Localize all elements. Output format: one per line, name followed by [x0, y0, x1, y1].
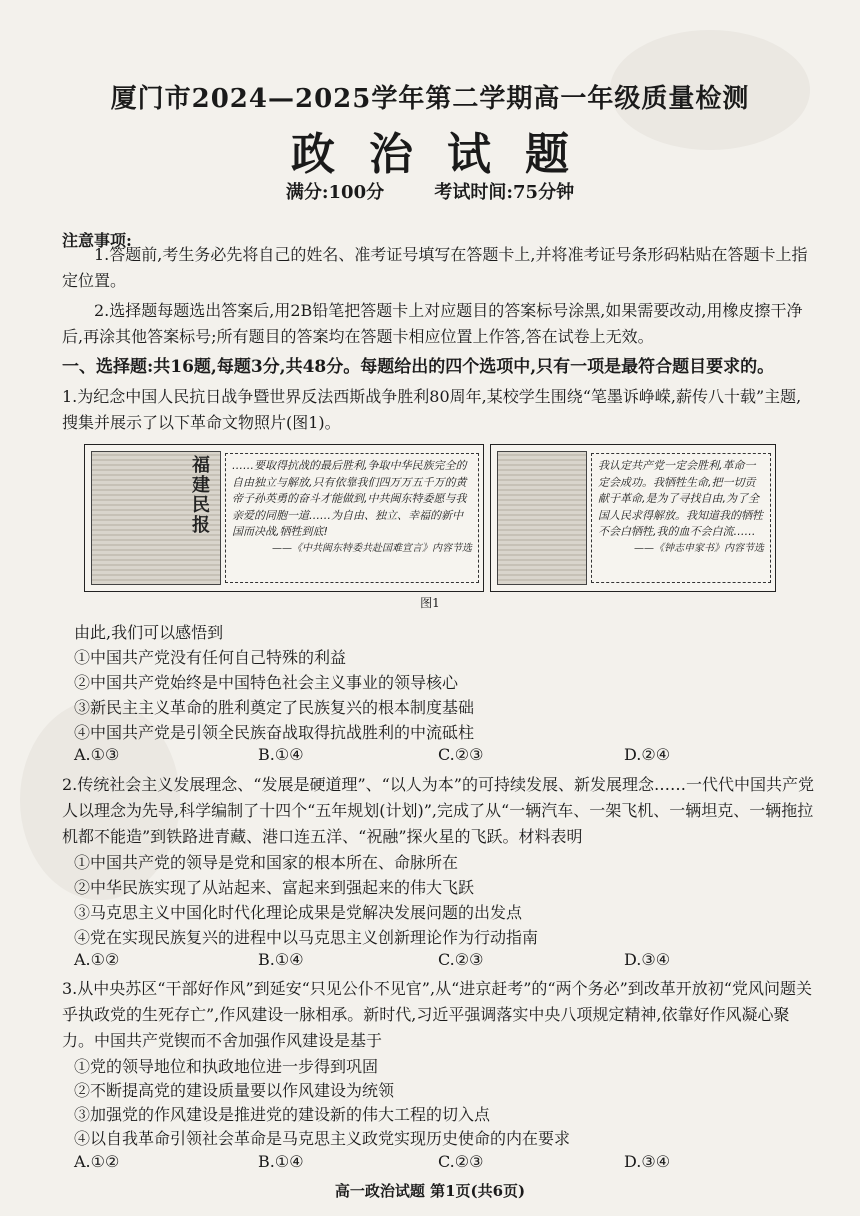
- letter-photo: [497, 451, 587, 585]
- page-footer: 高一政治试题 第1页(共6页): [334, 1182, 526, 1200]
- figure-caption: 图1: [420, 596, 440, 610]
- q1-choice-b: B.①④: [258, 745, 304, 764]
- q2-choice-b: B.①④: [258, 950, 304, 969]
- exam-time: 考试时间:75分钟: [434, 182, 575, 203]
- q3-option-3: ③加强党的作风建设是推进党的建设新的伟大工程的切入点: [74, 1105, 491, 1124]
- q1-option-1: ①中国共产党没有任何自己特殊的利益: [74, 648, 347, 667]
- notice-heading: 注意事项:: [62, 231, 132, 250]
- q3-choices: [74, 1152, 814, 1178]
- notice-item-1: 1.答题前,考生务必先将自己的姓名、准考证号填写在答题卡上,并将准考证号条形码粘贴在答题卡上指定位置。: [62, 245, 808, 290]
- question-3-stem: 3.从中央苏区“干部好作风”到延安“只见公仆不见官”,从“进京赶考”的“两个务必”到改革开放初“党风问题关乎执政党的生死存亡”,作风建设一脉相承。新时代,习近平强调落实中央八项规定精神,依靠好作风凝心聚力。中国共产党锲而不舍加强作风建设是基于: [62, 979, 812, 1050]
- newspaper-photo: [91, 451, 221, 585]
- subject-title: 政治试题: [291, 129, 603, 180]
- section-heading: 一、选择题:共16题,每题3分,共48分。每题给出的四个选项中,只有一项是最符合题目要求的。: [62, 357, 775, 377]
- q3-choice-b: B.①④: [258, 1152, 304, 1171]
- q1-option-4: ④中国共产党是引领全民族奋战取得抗战胜利的中流砥柱: [74, 723, 475, 742]
- left-quote-box: [225, 453, 479, 583]
- q1-choice-c: C.②③: [438, 745, 484, 764]
- exam-meta: [0, 178, 860, 204]
- q3-choice-d: D.③④: [624, 1152, 671, 1171]
- question-2-stem: 2.传统社会主义发展理念、“发展是硬道理”、“以人为本”的可持续发展、新发展理念……一代代中国共产党人以理念为先导,科学编制了十四个“五年规划(计划)”,完成了从“一辆汽车、一架飞机、一辆坦克、一辆拖拉机都不能造”到铁路进青藏、港口连五洋、“祝融”探火星的飞跃。材料表明: [62, 775, 814, 846]
- figure-1: [84, 444, 776, 594]
- question-1-lead: 由此,我们可以感悟到: [74, 623, 224, 642]
- right-quote-source: ——《钟志申家书》内容节选: [634, 542, 764, 554]
- q2-option-4: ④党在实现民族复兴的进程中以马克思主义创新理论作为行动指南: [74, 928, 539, 947]
- exam-title: 厦门市2024—2025学年第二学期高一年级质量检测: [110, 84, 750, 114]
- q1-choice-d: D.②④: [624, 745, 671, 764]
- figure-right-panel: [490, 444, 776, 592]
- right-quote-box: [591, 453, 771, 583]
- q2-choices: [74, 950, 814, 976]
- q2-choice-d: D.③④: [624, 950, 671, 969]
- q1-option-2: ②中国共产党始终是中国特色社会主义事业的领导核心: [74, 673, 459, 692]
- right-quote-text: 我认定共产党一定会胜利,革命一定会成功。我牺牲生命,把一切贡献于革命,是为了寻找自由,为了全国人民求得解放。我知道我的牺牲不会白牺牲,我的血不会白流……: [598, 459, 763, 538]
- q3-choice-c: C.②③: [438, 1152, 484, 1171]
- q2-choice-a: A.①②: [74, 950, 120, 969]
- q2-option-3: ③马克思主义中国化时代化理论成果是党解决发展问题的出发点: [74, 903, 523, 922]
- q3-choice-a: A.①②: [74, 1152, 120, 1171]
- q2-option-2: ②中华民族实现了从站起来、富起来到强起来的伟大飞跃: [74, 878, 475, 897]
- notice-item-2: 2.选择题每题选出答案后,用2B铅笔把答题卡上对应题目的答案标号涂黑,如果需要改动,用橡皮擦干净后,再涂其他答案标号;所有题目的答案均在答题卡相应位置上作答,答在试卷上无效。: [62, 301, 803, 346]
- figure-left-panel: [84, 444, 484, 592]
- q1-choices: [74, 745, 814, 771]
- question-1-stem: 1.为纪念中国人民抗日战争暨世界反法西斯战争胜利80周年,某校学生围绕“笔墨诉峥嵘,薪传八十载”主题,搜集并展示了以下革命文物照片(图1)。: [62, 387, 802, 432]
- left-quote-source: ——《中共闽东特委共赴国难宣言》内容节选: [272, 542, 472, 554]
- full-score: 满分:100分: [285, 182, 385, 203]
- q3-option-4: ④以自我革命引领社会革命是马克思主义政党实现历史使命的内在要求: [74, 1129, 571, 1148]
- q3-option-2: ②不断提高党的建设质量要以作风建设为统领: [74, 1081, 395, 1100]
- q1-option-3: ③新民主主义革命的胜利奠定了民族复兴的根本制度基础: [74, 698, 475, 717]
- newspaper-title: 福建民报: [192, 455, 210, 536]
- left-quote-text: ……要取得抗战的最后胜利,争取中华民族完全的自由独立与解放,只有依靠我们四万万五千万的黄帝子孙英勇的奋斗才能做到,中共闽东特委愿与我亲爱的同胞一道……为自由、独立、幸福的新中国而决战,牺牲到底!: [232, 459, 467, 538]
- q2-option-1: ①中国共产党的领导是党和国家的根本所在、命脉所在: [74, 853, 459, 872]
- q2-choice-c: C.②③: [438, 950, 484, 969]
- q1-choice-a: A.①③: [74, 745, 120, 764]
- q3-option-1: ①党的领导地位和执政地位进一步得到巩固: [74, 1057, 379, 1076]
